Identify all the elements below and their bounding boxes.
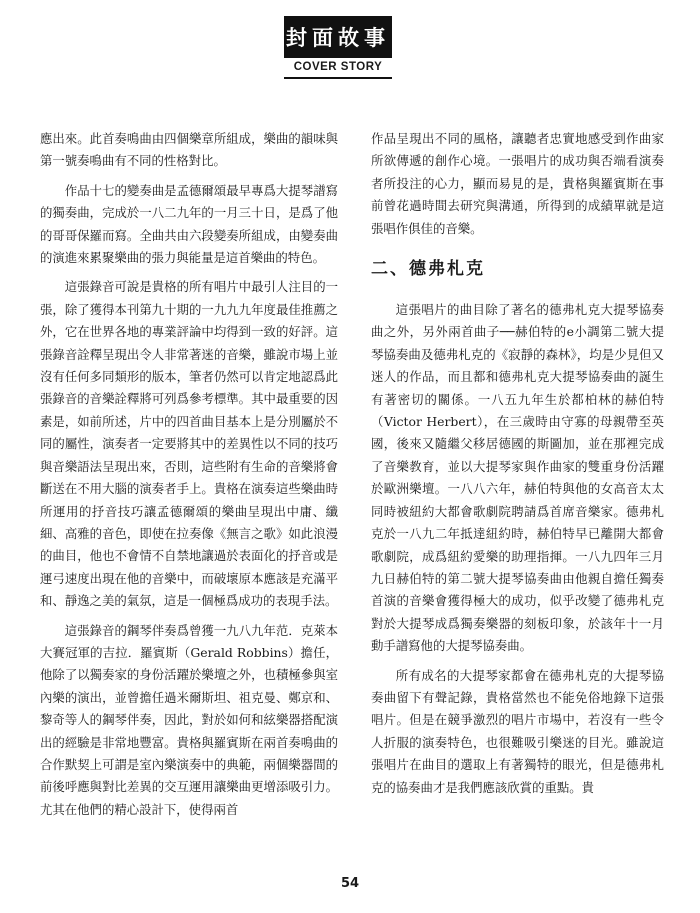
left-column bbox=[40, 128, 338, 821]
header-underline bbox=[284, 77, 392, 79]
paragraph: 作品十七的變奏曲是孟德爾頌最早專爲大提琴譜寫的獨奏曲，完成於一八二九年的一月三十日，是爲了他的哥哥保羅而寫。全曲共由六段變奏所組成，由變奏曲的演進來累聚樂曲的張力與能量是這首樂曲的特色。 bbox=[40, 182, 338, 266]
section-subtitle: COVER STORY bbox=[293, 61, 383, 73]
paragraph: 這張錄音可說是貴格的所有唱片中最引人注目的一張，除了獲得本刊第九十期的一九九九年度最佳推薦之外，它在世界各地的專業評論中均得到一致的好評。這張錄音詮釋呈現出令人非常著迷的音樂，雖說市場上並沒有任何多同類形的版本，筆者仍然可以肯定地認爲此張錄音的音樂詮釋將可列爲參考標準。其中最重要的因素是，如前所述，片中的四首曲目基本上是分別屬於不同的屬性，演奏者一定要將其中的差異性以不同的技巧與音樂語法呈現出來，否則，這些附有生命的音樂將會斷送在不用大腦的演奏者手上。貴格在演奏這些樂曲時所運用的抒音技巧讓孟德爾頌的樂曲呈現出中庸、纖細、高雅的音色，即使在拉奏像《無言之歌》如此浪漫的曲目，他也不會情不自禁地讓過於表面化的抒音或是運弓速度出現在他的音樂中，而破壞原本應該是充滿平和、靜逸之美的氣氛，這是一個極爲成功的表現手法。 bbox=[40, 279, 338, 609]
page-number: 54 bbox=[340, 876, 360, 891]
paragraph: 所有成名的大提琴家都會在德弗札克的大提琴協奏曲留下有聲記錄，貴格當然也不能免俗地錄下這張唱片。但是在競爭激烈的唱片市場中，若沒有一些令人折服的演奏特色，也很難吸引樂迷的目光。雖說這張唱片在曲目的選取上有著獨特的眼光，但是德弗札克的協奏曲才是我們應該欣賞的重點。貴 bbox=[371, 667, 664, 795]
paragraph: 作品呈現出不同的風格，讓聽者忠實地感受到作曲家所欲傳遞的創作心境。一張唱片的成功與否端看演奏者所投注的心力，顯而易見的是，貴格與羅賓斯在事前曾花過時間去研究與溝通，所得到的成績單就是這張唱作俱佳的音樂。 bbox=[371, 131, 664, 236]
section-heading: 二、德弗札克 bbox=[371, 259, 485, 280]
paragraph: 這張錄音的鋼琴伴奏爲曾獲一九八九年范．克萊本大賽冠軍的吉拉．羅賓斯（Gerald Robbins）擔任，他除了以獨奏家的身份活躍於樂壇之外，也積極參與室內樂的演出，並曾擔任過米爾斯坦、祖克曼、鄭京和、黎奇等人的鋼琴伴奏，因此，對於如何和絃樂器搭配演出的經驗是非常地豐富。貴格與羅賓斯在兩首奏鳴曲的合作默契上可謂是室內樂演奏中的典範，兩個樂器間的前後呼應與對比差異的交互運用讓樂曲更增添吸引力。尤其在他們的精心設計下，使得兩首 bbox=[40, 622, 338, 817]
right-column bbox=[371, 128, 664, 799]
paragraph: 應出來。此首奏鳴曲由四個樂章所組成，樂曲的韻味與第一號奏鳴曲有不同的性格對比。 bbox=[40, 131, 338, 169]
section-title-banner: 封面故事 bbox=[284, 16, 392, 58]
paragraph: 這張唱片的曲目除了著名的德弗札克大提琴協奏曲之外，另外兩首曲子──赫伯特的e小調第二號大提琴協奏曲及德弗札克的《寂靜的森林》，均是少見但又迷人的作品，而且都和德弗札克大提琴協奏曲的誕生有著密切的關係。一八五九年生於都柏林的赫伯特（Victor Herbert），在三歲時由守寡的母親帶至英國，後來又隨繼父移居德國的斯圖加，並在那裡完成了音樂教育，並以大提琴家與作曲家的雙重身份活躍於歐洲樂壇。一八八六年，赫伯特與他的女高音太太同時被紐約大都會歌劇院聘請爲首席音樂家。德弗札克於一八九二年抵達紐約時，赫伯特早已離開大都會歌劇院，成爲紐約愛樂的助理指揮。一八九四年三月九日赫伯特的第二號大提琴協奏曲由他親自擔任獨奏首演的音樂會獲得極大的成功，似乎改變了德弗札克對於大提琴成爲獨奏樂器的刻板印象，於該年十一月動手譜寫他的大提琴協奏曲。 bbox=[371, 302, 664, 654]
